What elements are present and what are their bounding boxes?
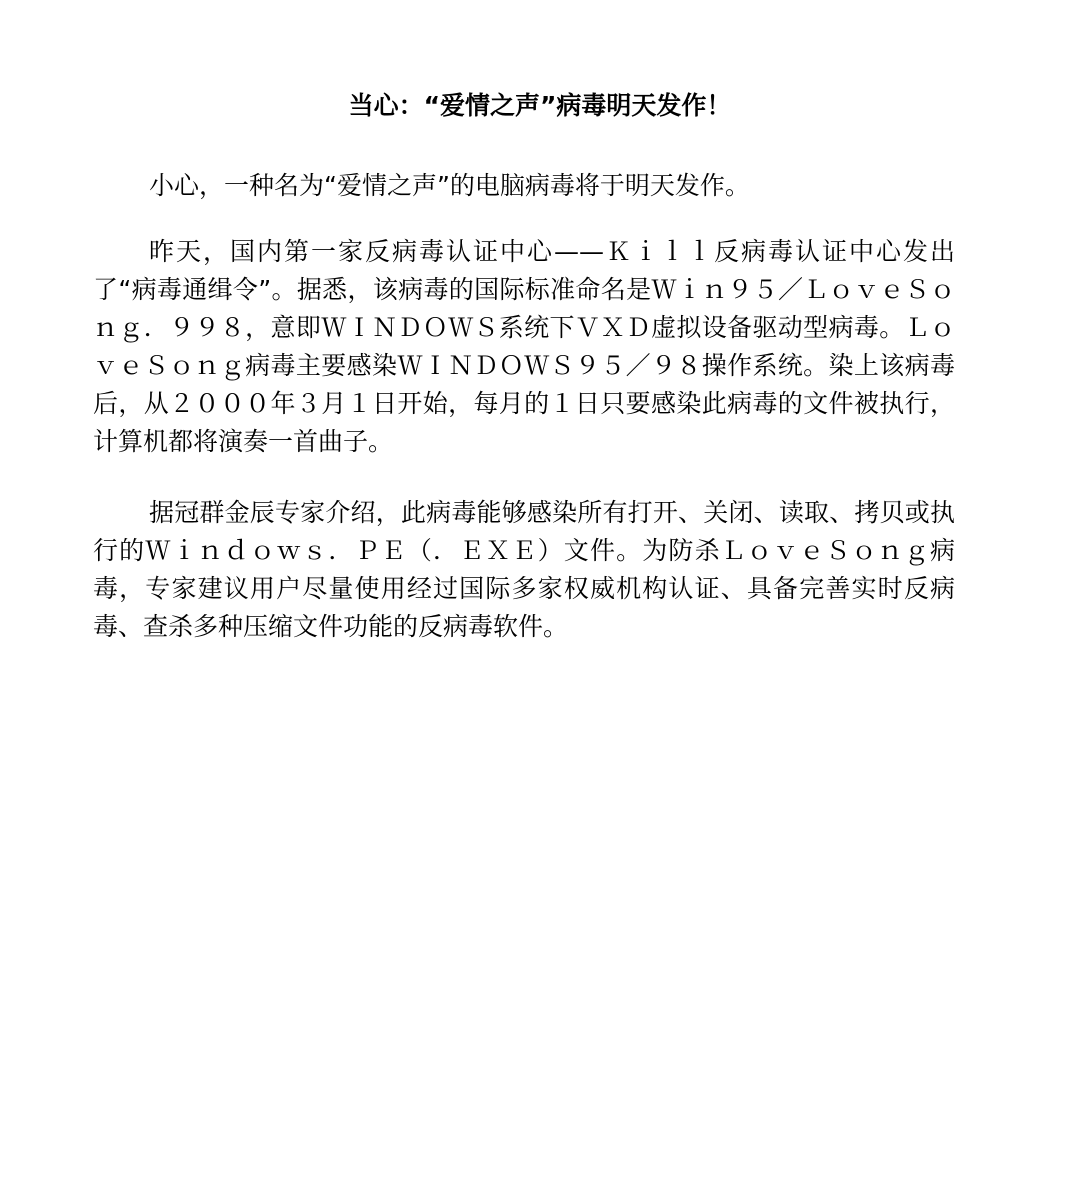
article-paragraph-2: 昨天，国内第一家反病毒认证中心——Ｋｉｌｌ反病毒认证中心发出了“病毒通缉令”。据悉，该病毒的国际标准命名是Ｗｉｎ９５／ＬｏｖｅＳｏｎｇ．９９８，意即ＷＩＮＤＯＷＳ系统下ＶＸＤ虚拟设备驱动型病毒。ＬｏｖｅＳｏｎｇ病毒主要感染ＷＩＮＤＯＷＳ９５／９８操作系统。染上该病毒后，从２０００年３月１日开始，每月的１日只要感染此病毒的文件被执行，计算机都将演奏一首曲子。 <box>93 237 955 456</box>
article-paragraph-3: 据冠群金辰专家介绍，此病毒能够感染所有打开、关闭、读取、拷贝或执行的Ｗｉｎｄｏｗｓ．ＰＥ（．ＥＸＥ）文件。为防杀ＬｏｖｅＳｏｎｇ病毒，专家建议用户尽量使用经过国际多家权威机构认证、具备完善实时反病毒、查杀多种压缩文件功能的反病毒软件。 <box>93 498 955 641</box>
article-paragraph-1: 小心，一种名为“爱情之声”的电脑病毒将于明天发作。 <box>149 171 750 200</box>
article-title: 当心：“爱情之声”病毒明天发作！ <box>348 91 732 120</box>
